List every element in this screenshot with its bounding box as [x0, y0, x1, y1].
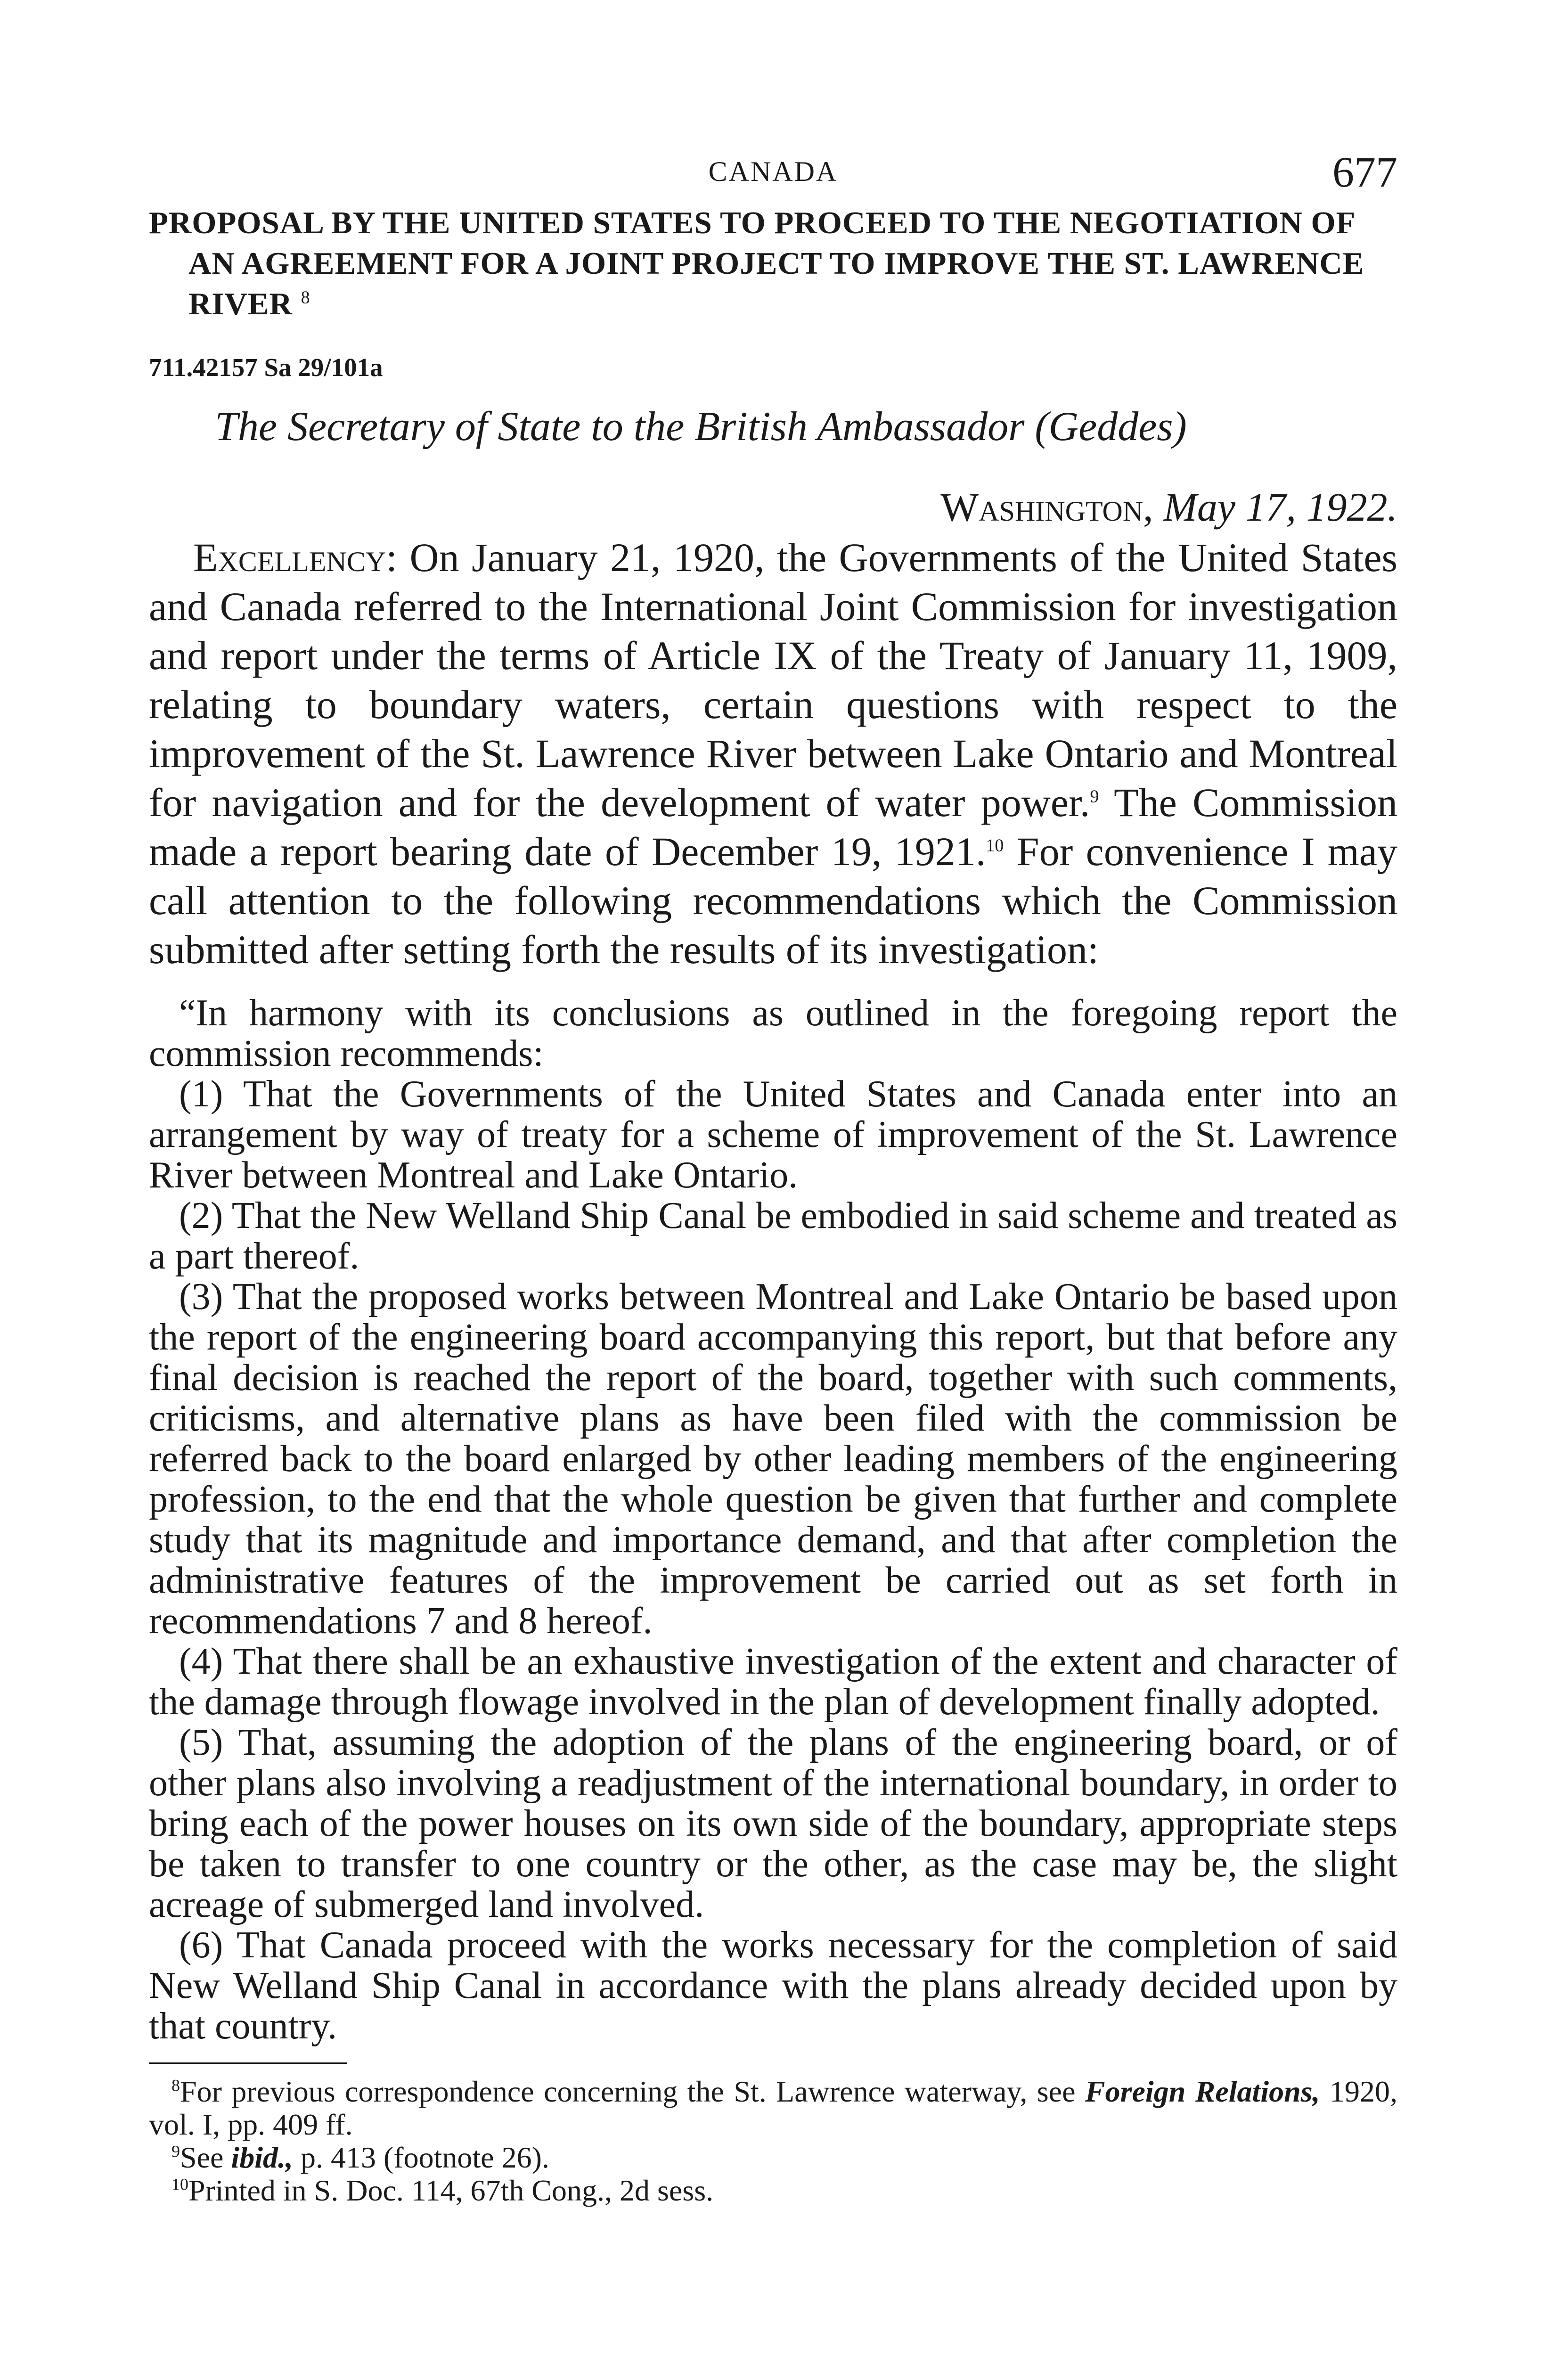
letter-heading: The Secretary of State to the British Ambassador (Geddes) [215, 404, 1187, 450]
opening-text-3: For convenience I may call attention to the following recommendations which the Commission submitted after setting forth the results of its investigation: [149, 829, 1397, 972]
footnote-10-mark: 10 [172, 2175, 188, 2194]
place: Washington, [940, 484, 1153, 530]
recommendation-5: (5) That, assuming the adoption of the plans of the engineering board, or of other plans also involving a readjustment of the international boundary, in order to bring each of the power houses on its own side of the boundary, appropriate steps be taken to transfer to one country or the other, as the case may be, the slight acreage of submerged land involved. [149, 1722, 1397, 1925]
footnote-8-text-after: 1920, vol. I, pp. 409 ff. [149, 2075, 1398, 2141]
place-date [149, 481, 1397, 533]
page-number: 677 [1332, 148, 1397, 196]
recommendation-4: (4) That there shall be an exhaustive investigation of the extent and character of the damage through flowage involved in the plan of development finally adopted. [149, 1641, 1397, 1723]
quote-intro: “In harmony with its conclusions as outlined in the foregoing report the commission recommends: [149, 992, 1397, 1074]
footnote-10-text: Printed in S. Doc. 114, 67th Cong., 2d sess. [188, 2174, 714, 2207]
footnote-9-text-before: See [180, 2141, 231, 2174]
opening-text-1: On January 21, 1920, the Governments of the United States and Canada referred to the International Joint Commission for investigation and report under the terms of Article IX of the Treaty of January 11, 1909, relating to boundary waters, certain questions with respect to the improvement of the St. Lawrence River between Lake Ontario and Montreal for navigation and for the development of water power. [149, 535, 1397, 825]
footnote-ref-9: 9 [1090, 786, 1099, 807]
running-head [149, 148, 1397, 203]
footnote-ref-10: 10 [986, 835, 1004, 856]
opening-paragraph [149, 533, 1397, 974]
document-page [149, 148, 1398, 2207]
footnote-8-text-before: For previous correspondence concerning the St. Lawrence waterway, see [180, 2075, 1085, 2108]
footnote-8-italic: Foreign Relations, [1085, 2075, 1320, 2108]
footnote-9 [149, 2141, 1397, 2174]
recommendation-2: (2) That the New Welland Ship Canal be embodied in said scheme and treated as a part thereof. [149, 1195, 1397, 1277]
recommendation-6: (6) That Canada proceed with the works necessary for the completion of said New Welland Ship Canal in accordance with the plans already decided upon by that country. [149, 1924, 1397, 2047]
file-number: 711.42157 Sa 29/101a [149, 353, 383, 382]
recommendation-3: (3) That the proposed works between Montreal and Lake Ontario be based upon the report of the engineering board accompanying this report, but that before any final decision is reached the report of the board, together with such comments, criticisms, and alternative plans as have been filed with the commission be referred back to the board enlarged by other leading members of the engineering profession, to the end that the whole question be given that further and complete study that its magnitude and importance demand, and that after completion the administrative features of the improvement be carried out as set forth in recommendations 7 and 8 hereof. [149, 1276, 1397, 1642]
salutation: Excellency: [193, 535, 398, 580]
section-heading [149, 203, 1397, 324]
section-heading-text: PROPOSAL BY THE UNITED STATES TO PROCEED TO THE NEGOTIATION OF AN AGREEMENT FOR A JOINT PROJECT TO IMPROVE THE ST. LAWRENCE RIVER [149, 205, 1364, 321]
opening-text-2: The Commission made a report bearing date of December 19, 1921. [149, 780, 1397, 874]
footnote-ref-8: 8 [301, 287, 310, 308]
date: May 17, 1922. [1163, 484, 1397, 530]
quoted-recommendations [149, 993, 1397, 2046]
footnote-divider [149, 2062, 347, 2064]
footnote-10 [149, 2174, 1397, 2207]
recommendation-1: (1) That the Governments of the United States and Canada enter into an arrangement by way of treaty for a scheme of improvement of the St. Lawrence River between Montreal and Lake Ontario. [149, 1073, 1397, 1196]
running-title: CANADA [708, 156, 838, 187]
footnote-8 [149, 2075, 1397, 2141]
footnote-9-mark: 9 [172, 2142, 180, 2161]
footnote-9-text-after: p. 413 (footnote 26). [293, 2141, 549, 2174]
footnote-8-mark: 8 [172, 2076, 180, 2095]
footnote-9-italic: ibid., [231, 2141, 293, 2174]
